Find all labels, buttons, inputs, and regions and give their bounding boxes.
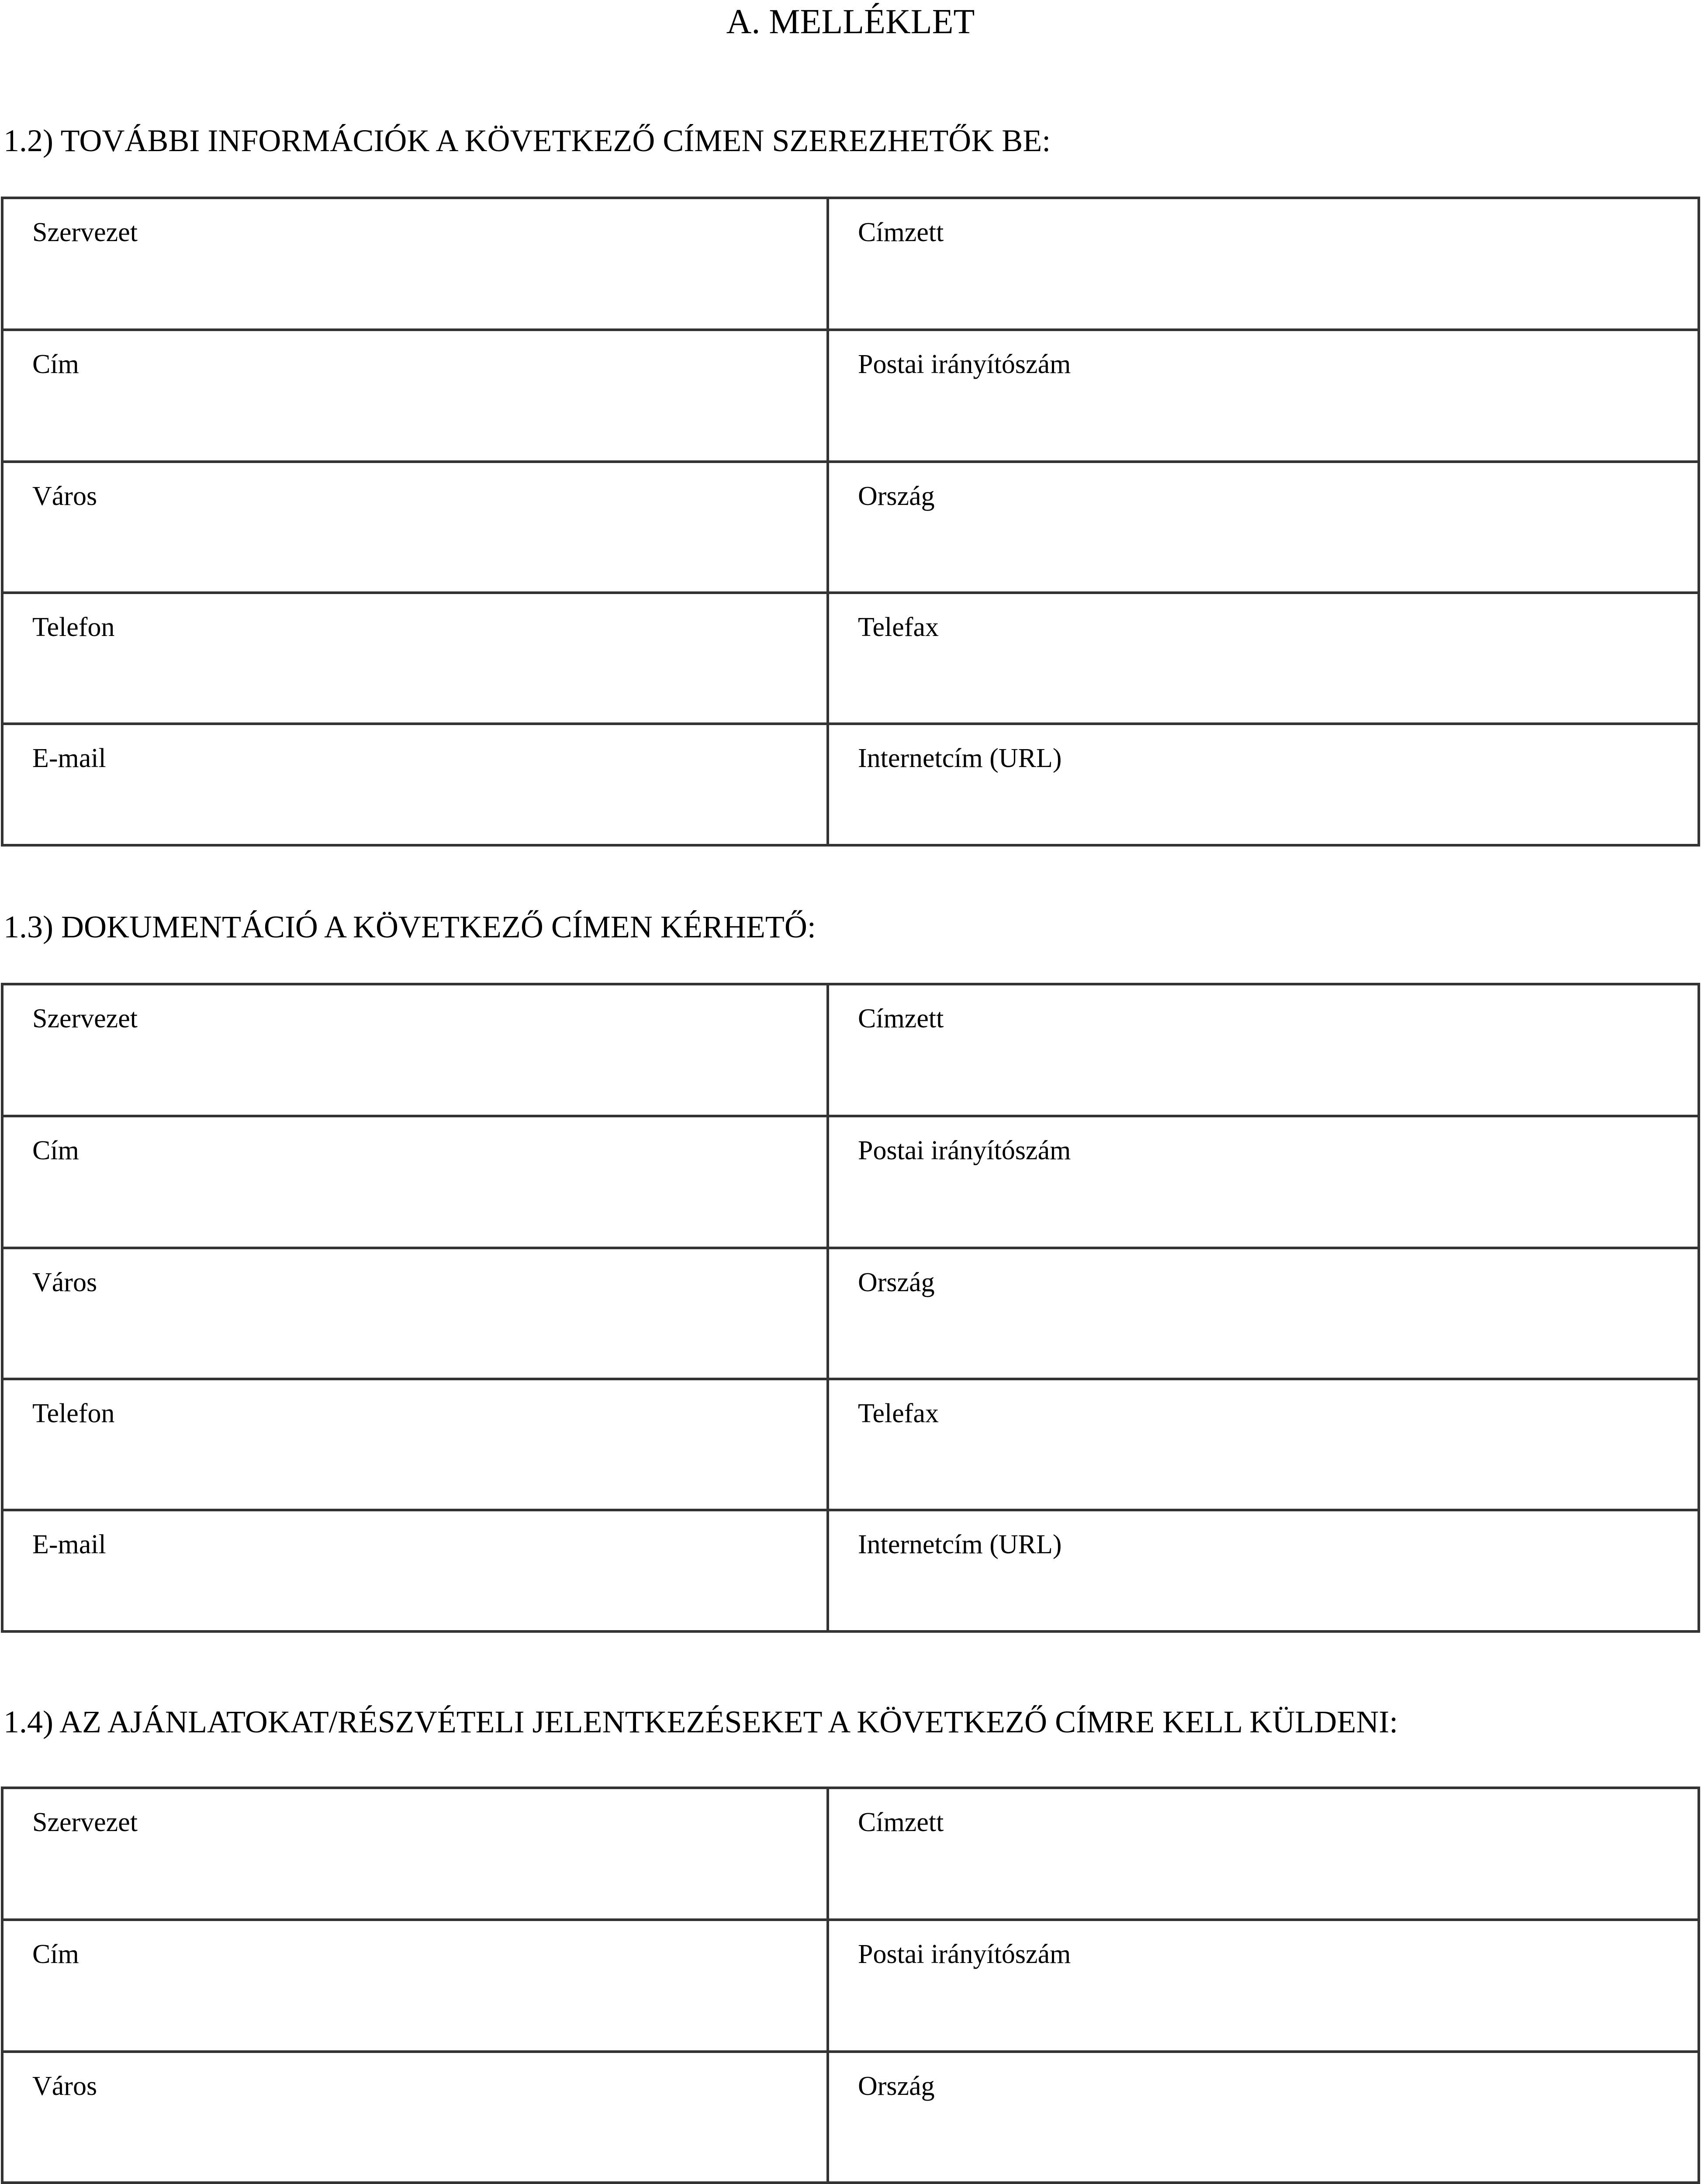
- phone-field[interactable]: [3, 1380, 826, 1509]
- field-label: Postai irányítószám: [858, 1939, 1071, 1969]
- city-field[interactable]: [3, 2053, 826, 2181]
- address-field[interactable]: [3, 1921, 826, 2050]
- recipient-field[interactable]: [826, 985, 1698, 1115]
- form-row: [3, 2050, 1698, 2181]
- url-field[interactable]: [826, 1511, 1698, 1630]
- field-label: Telefax: [858, 612, 939, 642]
- section-heading-1-3: 1.3) DOKUMENTÁCIÓ A KÖVETKEZŐ CÍMEN KÉRHETŐ:: [3, 909, 816, 944]
- fax-field[interactable]: [826, 594, 1698, 722]
- field-label: E-mail: [32, 743, 106, 773]
- form-row: [3, 1378, 1698, 1509]
- recipient-field[interactable]: [826, 1789, 1698, 1918]
- form-row: [3, 199, 1698, 328]
- form-row: [3, 1115, 1698, 1247]
- address-field[interactable]: [3, 1117, 826, 1247]
- postal-code-field[interactable]: [826, 331, 1698, 460]
- contact-form-table-1-4: [1, 1787, 1700, 2184]
- city-field[interactable]: [3, 463, 826, 591]
- field-label: Ország: [858, 2071, 935, 2101]
- form-row: [3, 1247, 1698, 1378]
- field-label: Város: [32, 2071, 97, 2101]
- country-field[interactable]: [826, 1249, 1698, 1378]
- form-row: [3, 1918, 1698, 2050]
- field-label: Cím: [32, 1136, 79, 1165]
- field-label: Címzett: [858, 218, 944, 247]
- url-field[interactable]: [826, 725, 1698, 844]
- field-label: Cím: [32, 349, 79, 379]
- contact-form-table-1-3: [1, 983, 1700, 1633]
- form-row: [3, 1789, 1698, 1918]
- form-row: [3, 2181, 1698, 2184]
- field-label: Címzett: [858, 1807, 944, 1837]
- country-field[interactable]: [826, 463, 1698, 591]
- country-field[interactable]: [826, 2053, 1698, 2181]
- field-label: Telefax: [858, 1399, 939, 1428]
- phone-field[interactable]: [3, 594, 826, 722]
- form-row: [3, 328, 1698, 460]
- field-label: Internetcím (URL): [858, 743, 1062, 773]
- fax-field[interactable]: [826, 1380, 1698, 1509]
- form-row: [3, 722, 1698, 844]
- field-label: Város: [32, 481, 97, 511]
- section-heading-1-2: 1.2) TOVÁBBI INFORMÁCIÓK A KÖVETKEZŐ CÍMEN SZEREZHETŐK BE:: [3, 123, 1051, 158]
- form-row: [3, 985, 1698, 1115]
- email-field[interactable]: [3, 725, 826, 844]
- field-label: E-mail: [32, 1530, 106, 1559]
- postal-code-field[interactable]: [826, 1117, 1698, 1247]
- city-field[interactable]: [3, 1249, 826, 1378]
- field-label: Telefon: [32, 612, 115, 642]
- field-label: Postai irányítószám: [858, 349, 1071, 379]
- field-label: Szervezet: [32, 1807, 138, 1837]
- recipient-field[interactable]: [826, 199, 1698, 328]
- field-label: Szervezet: [32, 1004, 138, 1033]
- form-row: [3, 1509, 1698, 1630]
- field-label: Szervezet: [32, 218, 138, 247]
- form-row: [3, 591, 1698, 722]
- email-field[interactable]: [3, 1511, 826, 1630]
- organization-field[interactable]: [3, 199, 826, 328]
- field-label: Ország: [858, 481, 935, 511]
- field-label: Cím: [32, 1939, 79, 1969]
- field-label: Ország: [858, 1268, 935, 1297]
- organization-field[interactable]: [3, 985, 826, 1115]
- page-title: A. MELLÉKLET: [726, 3, 975, 41]
- section-heading-1-4: 1.4) AZ AJÁNLATOKAT/RÉSZVÉTELI JELENTKEZÉSEKET A KÖVETKEZŐ CÍMRE KELL KÜLDENI:: [3, 1704, 1398, 1739]
- postal-code-field[interactable]: [826, 1921, 1698, 2050]
- address-field[interactable]: [3, 331, 826, 460]
- form-row: [3, 460, 1698, 591]
- field-label: Internetcím (URL): [858, 1530, 1062, 1559]
- field-label: Város: [32, 1268, 97, 1297]
- field-label: Címzett: [858, 1004, 944, 1033]
- organization-field[interactable]: [3, 1789, 826, 1918]
- field-label: Postai irányítószám: [858, 1136, 1071, 1165]
- contact-form-table-1-2: [1, 197, 1700, 847]
- field-label: Telefon: [32, 1399, 115, 1428]
